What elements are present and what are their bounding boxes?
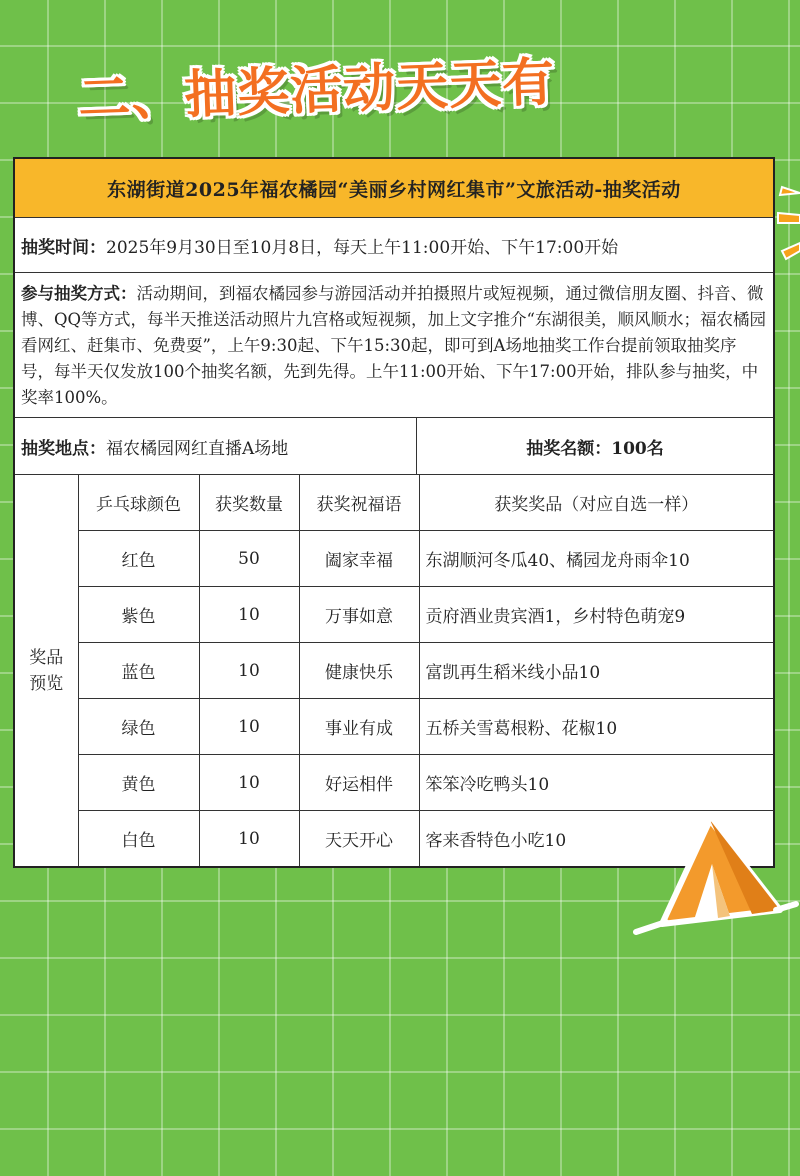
- blessing: 阖家幸福: [299, 531, 419, 587]
- ball-color: 红色: [78, 531, 199, 587]
- header-prize-count: 获奖数量: [199, 475, 299, 531]
- prize-count: 10: [199, 811, 299, 867]
- blessing: 天天开心: [299, 811, 419, 867]
- prize-item: 笨笨冷吃鸭头10: [419, 755, 773, 811]
- prize-count: 10: [199, 699, 299, 755]
- ball-color: 蓝色: [78, 643, 199, 699]
- blessing: 健康快乐: [299, 643, 419, 699]
- location-label: 抽奖地点：: [21, 438, 106, 459]
- ball-color: 白色: [78, 811, 199, 867]
- prize-item: 客来香特色小吃10: [425, 831, 567, 851]
- table-row: [15, 699, 773, 755]
- table-row: [15, 587, 773, 643]
- blessing: 好运相伴: [299, 755, 419, 811]
- header-prize: 获奖奖品（对应自选一样）: [419, 475, 773, 531]
- location-row: [15, 418, 773, 475]
- ball-color: 黄色: [78, 755, 199, 811]
- blessing: 万事如意: [299, 587, 419, 643]
- prize-item: 五桥关雪葛根粉、花椒10: [419, 699, 773, 755]
- card-title: 东湖街道2025年福农橘园“美丽乡村网红集市”文旅活动-抽奖活动: [15, 159, 773, 218]
- table-row: [15, 755, 773, 811]
- header-blessing: 获奖祝福语: [299, 475, 419, 531]
- lottery-time-label: 抽奖时间：: [21, 237, 106, 258]
- table-row: [15, 643, 773, 699]
- lottery-time-row: [15, 218, 773, 273]
- prize-count: 50: [199, 531, 299, 587]
- participation-method-label: 参与抽奖方式：: [21, 284, 137, 303]
- table-row: [15, 531, 773, 587]
- location-value: 福农橘园网红直播A场地: [106, 438, 289, 459]
- tent-icon: [632, 812, 800, 942]
- lottery-info-card: [13, 157, 775, 868]
- location-cell: [15, 418, 417, 474]
- participation-method: [15, 273, 773, 418]
- quota-cell: 抽奖名额：100名: [526, 438, 664, 459]
- prize-table: [15, 475, 773, 866]
- ball-color: 紫色: [78, 587, 199, 643]
- page-heading: 二、抽奖活动天天有: [77, 52, 557, 130]
- sun-rays-icon: [776, 185, 800, 265]
- prize-count: 10: [199, 587, 299, 643]
- participation-method-text: 活动期间，到福农橘园参与游园活动并拍摄照片或短视频，通过微信朋友圈、抖音、微博、QQ等方式，每半天推送活动照片九宫格或短视频，加上文字推介“东湖很美，顺风顺水；福农橘园看网红、赶集市、免费耍”，上午9:30起、下午15:30起，即可到A场地抽奖工作台提前领取抽奖序号，每半天仅发放100个抽奖名额，先到先得。上午11:00开始、下午17:00开始，排队参与抽奖，中奖率100%。: [21, 284, 766, 407]
- prize-count: 10: [199, 643, 299, 699]
- prize-item: 富凯再生稻米线小品10: [419, 643, 773, 699]
- blessing: 事业有成: [299, 699, 419, 755]
- lottery-time-value: 2025年9月30日至10月8日，每天上午11:00开始、下午17:00开始: [106, 237, 619, 258]
- ball-color: 绿色: [78, 699, 199, 755]
- prize-table-header: [15, 475, 773, 531]
- prize-item: 贡府酒业贵宾酒1，乡村特色萌宠9: [419, 587, 773, 643]
- prize-count: 10: [199, 755, 299, 811]
- prize-preview-label: 奖品 预览: [15, 475, 78, 866]
- prize-item: 东湖顺河冬瓜40、橘园龙舟雨伞10: [419, 531, 773, 587]
- header-ball-color: 乒乓球颜色: [78, 475, 199, 531]
